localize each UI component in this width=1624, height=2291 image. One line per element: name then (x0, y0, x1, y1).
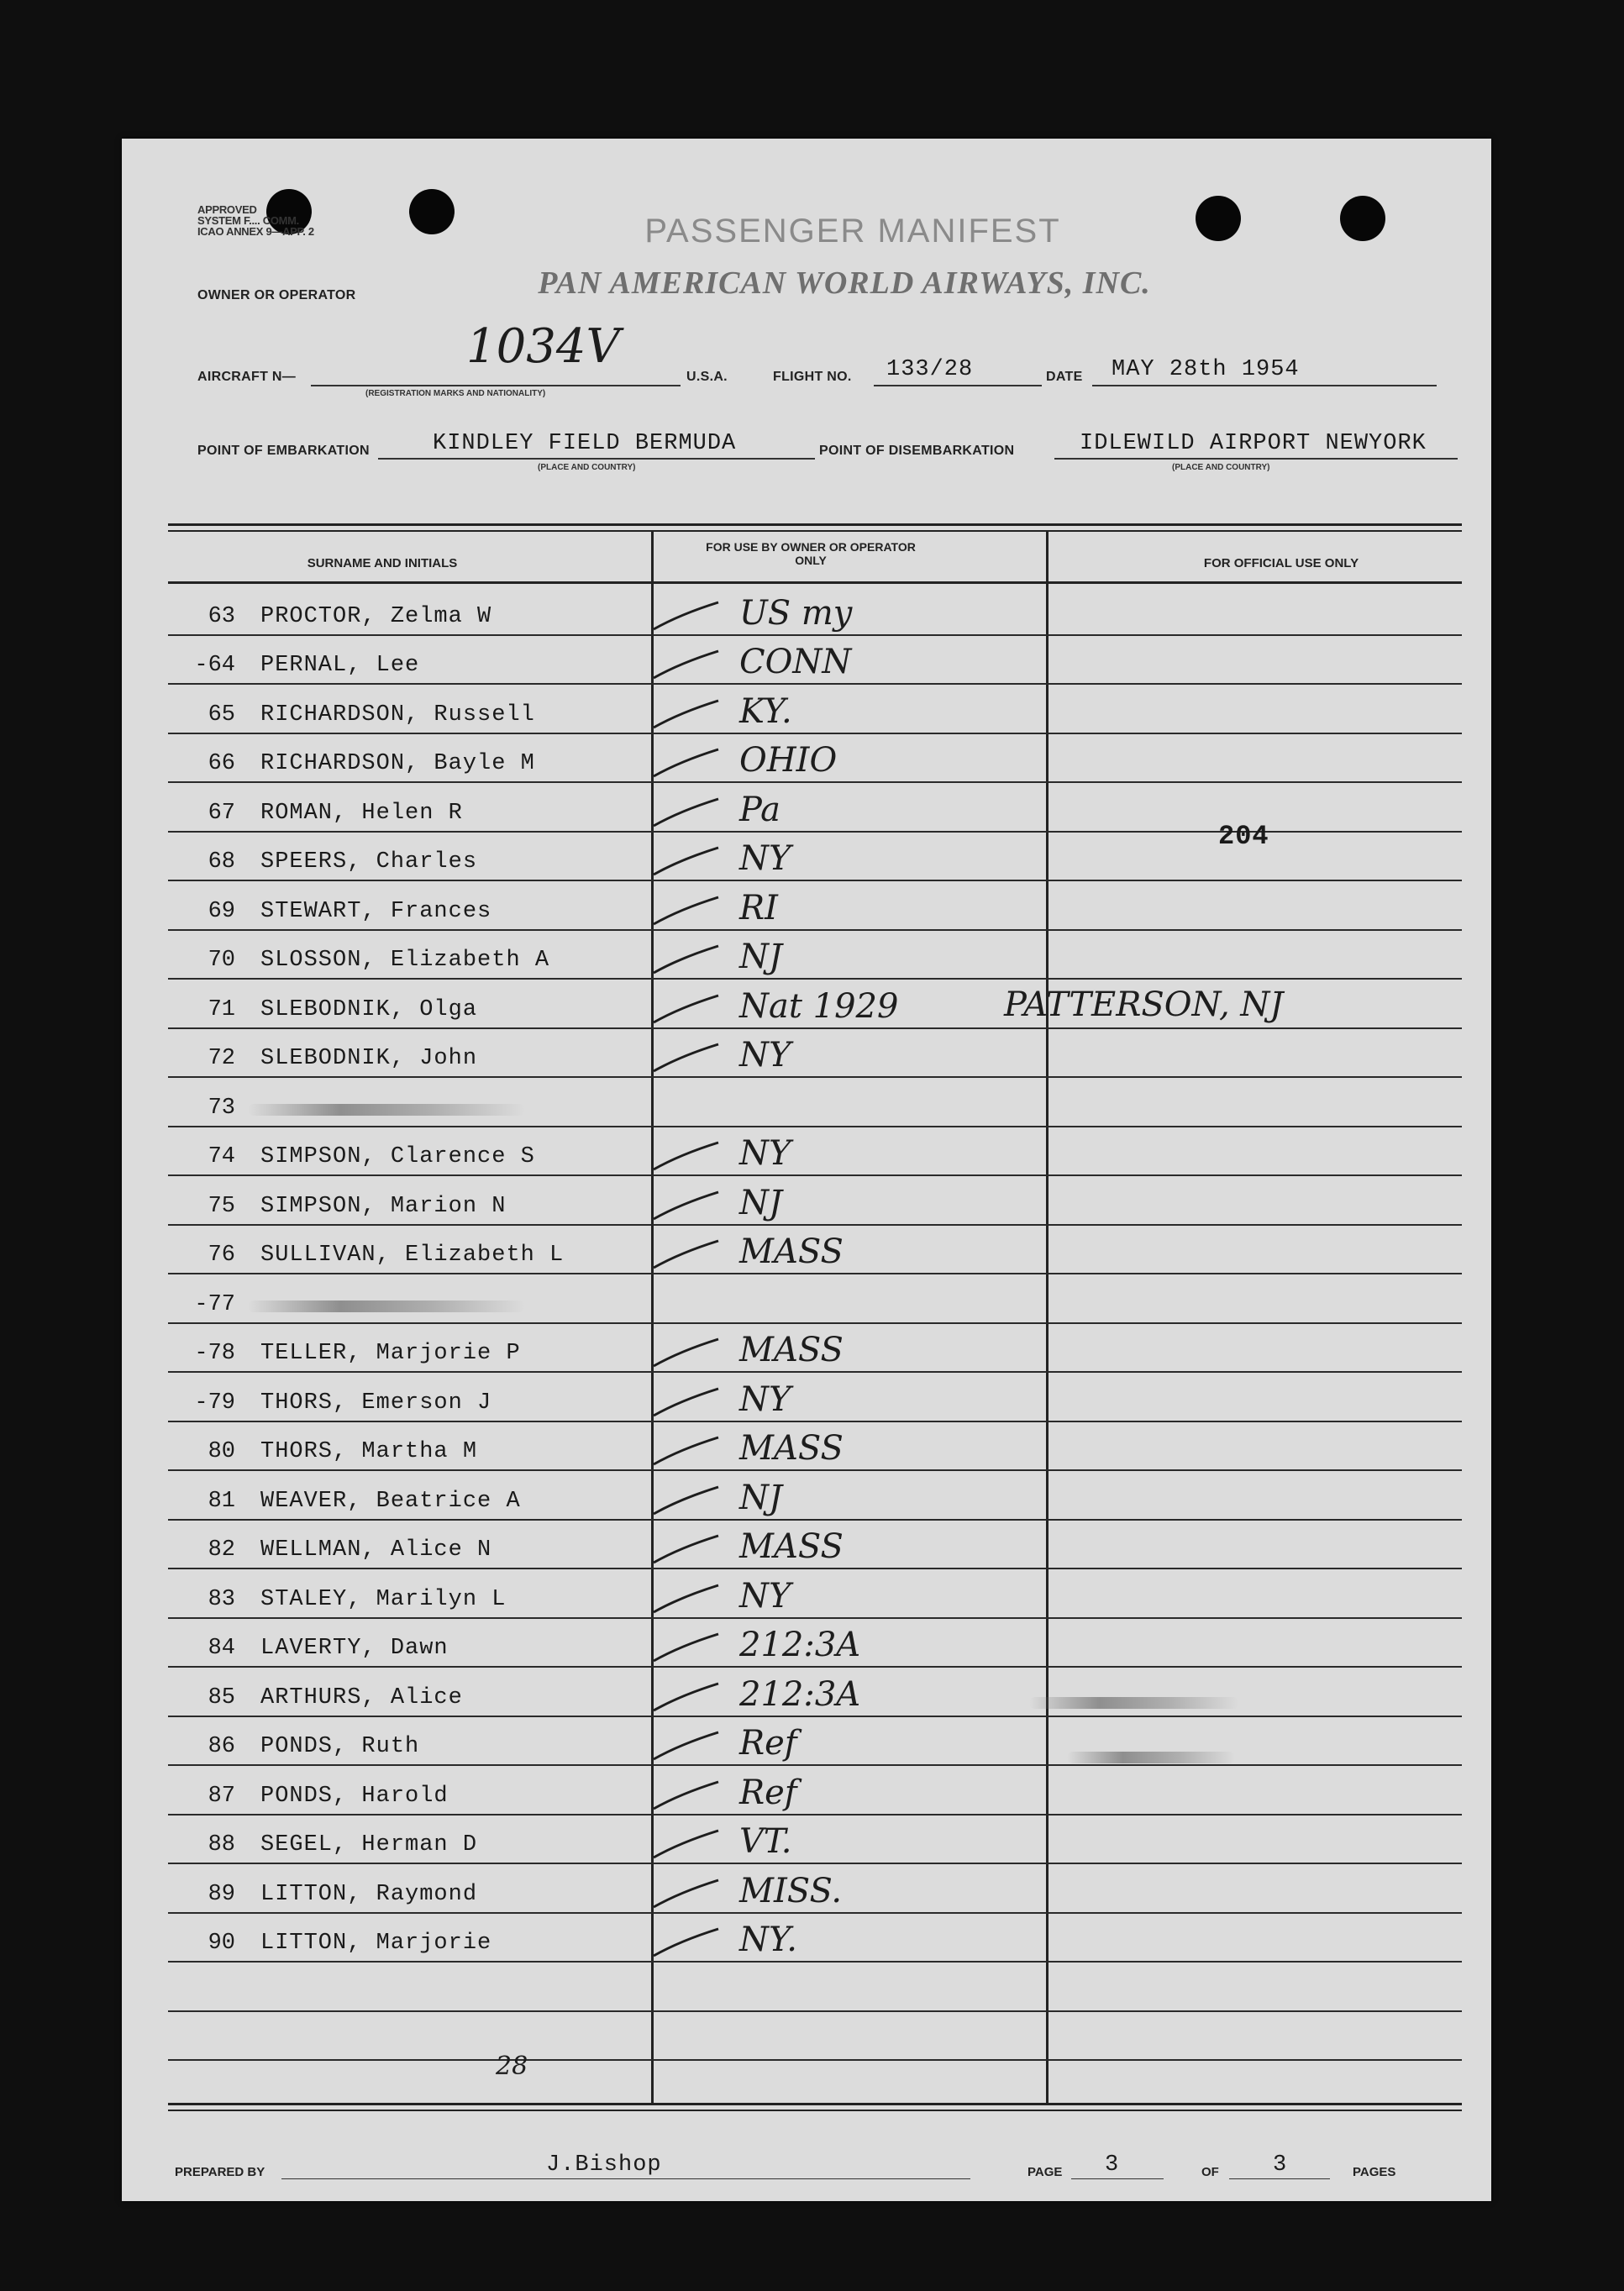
date-underline (1092, 385, 1437, 386)
pages-label: PAGES (1353, 2165, 1396, 2179)
document-title: PASSENGER MANIFEST (644, 213, 1061, 250)
passenger-name: WELLMAN, Alice N (260, 1537, 492, 1563)
aircraft-number: 1034V (466, 319, 620, 374)
row-number: 85 (208, 1684, 235, 1710)
passenger-row (168, 1373, 1462, 1422)
passenger-row (168, 1324, 1462, 1374)
passenger-name: TELLER, Marjorie P (260, 1341, 521, 1366)
embark-place: KINDLEY FIELD BERMUDA (433, 431, 737, 456)
check-mark-icon (647, 1729, 723, 1763)
table-bottom-rule (168, 2103, 1462, 2105)
approval-stamp (197, 204, 382, 237)
table-bottom-rule (168, 2110, 1462, 2111)
residence-note: NY (739, 1379, 791, 1419)
disembark-place-note: (PLACE AND COUNTRY) (1172, 463, 1270, 472)
passenger-name: PROCTOR, Zelma W (260, 603, 492, 629)
residence-note: CONN (739, 643, 852, 681)
passenger-row (168, 1471, 1462, 1521)
residence-note: NY (739, 1036, 791, 1075)
passenger-name: RICHARDSON, Bayle M (260, 751, 535, 776)
passenger-row (168, 1815, 1462, 1865)
passenger-name: STALEY, Marilyn L (260, 1586, 507, 1612)
passenger-row (168, 685, 1462, 734)
check-mark-icon (647, 992, 723, 1026)
row-number: 81 (208, 1488, 235, 1514)
row-number: 68 (208, 849, 235, 875)
row-number: 70 (208, 948, 235, 973)
header-bottom-rule (168, 581, 1462, 584)
passenger-row (168, 1226, 1462, 1275)
passenger-name: SLEBODNIK, John (260, 1046, 478, 1071)
residence-note: Ref (739, 1724, 797, 1763)
punch-hole (1196, 196, 1241, 241)
residence-note: RI (739, 888, 778, 927)
check-mark-icon (647, 1827, 723, 1861)
row-number: -77 (194, 1291, 235, 1317)
check-mark-icon (647, 1877, 723, 1910)
embark-underline (378, 458, 815, 460)
passenger-row (168, 1078, 1462, 1127)
flight-number: 133/28 (886, 357, 974, 382)
tally-mark: 28 (496, 2052, 528, 2081)
disembark-underline (1054, 458, 1458, 460)
column-header-owner-use: FOR USE BY OWNER OR OPERATOR ONLY (706, 540, 916, 567)
row-number: 73 (208, 1095, 235, 1121)
passenger-row (168, 1176, 1462, 1226)
passenger-row (168, 586, 1462, 636)
check-mark-icon (647, 648, 723, 681)
residence-note: Nat 1929 (739, 986, 899, 1026)
residence-note: NY (739, 1134, 791, 1173)
column-header-official-use: FOR OFFICIAL USE ONLY (1203, 556, 1359, 570)
passenger-name: SLOSSON, Elizabeth A (260, 948, 550, 973)
passenger-name: LAVERTY, Dawn (260, 1636, 449, 1661)
row-number: 86 (208, 1734, 235, 1759)
approval-line: APPROVED (197, 203, 257, 216)
column-header-surname: SURNAME AND INITIALS (307, 556, 458, 570)
check-mark-icon (647, 1237, 723, 1271)
aircraft-underline (311, 385, 681, 386)
passenger-row (168, 1127, 1462, 1177)
passenger-row (168, 1422, 1462, 1472)
check-mark-icon (647, 1532, 723, 1566)
passenger-name: RICHARDSON, Russell (260, 701, 535, 728)
of-underline (1229, 2178, 1330, 2179)
residence-note: MISS. (739, 1871, 843, 1910)
disembark-label: POINT OF DISEMBARKATION (819, 444, 1015, 458)
check-mark-icon (647, 1631, 723, 1664)
passenger-name: THORS, Emerson J (260, 1390, 492, 1416)
passenger-name: SULLIVAN, Elizabeth L (260, 1243, 565, 1268)
residence-note: NJ (739, 1183, 783, 1222)
passenger-row (168, 1914, 1462, 1963)
disembark-place: IDLEWILD AIRPORT NEWYORK (1080, 431, 1427, 456)
passenger-name: WEAVER, Beatrice A (260, 1488, 521, 1514)
passenger-name: SEGEL, Herman D (260, 1832, 478, 1857)
passenger-row (168, 734, 1462, 784)
row-number: 80 (208, 1439, 235, 1464)
check-mark-icon (647, 1582, 723, 1616)
redaction-smudge (248, 1104, 525, 1116)
check-mark-icon (647, 943, 723, 976)
page-label: PAGE (1027, 2165, 1063, 2179)
passenger-row (168, 1963, 1462, 2012)
row-number: 63 (208, 603, 235, 629)
residence-note: MASS (739, 1527, 844, 1566)
residence-note: 212:3A (739, 1626, 861, 1664)
check-mark-icon (647, 796, 723, 829)
row-number: -64 (194, 653, 235, 678)
residence-note: 212:3A (739, 1674, 861, 1714)
of-label: OF (1201, 2165, 1219, 2179)
check-mark-icon (647, 1926, 723, 1959)
official-count: 204 (1218, 821, 1269, 852)
passenger-row (168, 1766, 1462, 1815)
passenger-row (168, 881, 1462, 931)
row-number: 87 (208, 1783, 235, 1809)
row-number: 88 (208, 1832, 235, 1857)
approval-line: ICAO ANNEX 9—APP. 2 (197, 225, 314, 238)
passenger-name: SLEBODNIK, Olga (260, 996, 478, 1022)
row-number: 83 (208, 1586, 235, 1612)
check-mark-icon (647, 1041, 723, 1075)
flight-underline (874, 385, 1042, 386)
passenger-row (168, 931, 1462, 980)
owner-label: OWNER OR OPERATOR (197, 288, 356, 302)
passenger-row (168, 1864, 1462, 1914)
row-number: 90 (208, 1931, 235, 1956)
check-mark-icon (647, 697, 723, 731)
passenger-row (168, 1569, 1462, 1619)
passenger-name: SIMPSON, Clarence S (260, 1144, 535, 1169)
embark-place-note: (PLACE AND COUNTRY) (538, 463, 636, 472)
page-number: 3 (1105, 2152, 1120, 2178)
passenger-name: STEWART, Frances (260, 898, 492, 924)
check-mark-icon (647, 1336, 723, 1369)
check-mark-icon (647, 844, 723, 878)
residence-note: Ref (739, 1773, 797, 1812)
row-number: 75 (208, 1193, 235, 1219)
check-mark-icon (647, 1434, 723, 1468)
aircraft-label: AIRCRAFT N— (197, 370, 297, 384)
check-mark-icon (647, 1189, 723, 1222)
residence-note: MASS (739, 1429, 844, 1468)
passenger-row (168, 2012, 1462, 2062)
passenger-row (168, 1668, 1462, 1717)
residence-note: Pa (739, 790, 780, 829)
prepared-by-label: PREPARED BY (175, 2165, 265, 2179)
check-mark-icon (647, 1680, 723, 1714)
residence-note: MASS (739, 1331, 844, 1369)
check-mark-icon (647, 1779, 723, 1812)
row-number: 65 (208, 701, 235, 728)
residence-note: NY (739, 839, 791, 878)
embark-label: POINT OF EMBARKATION (197, 444, 370, 458)
registration-note: (REGISTRATION MARKS AND NATIONALITY) (365, 389, 546, 398)
prepared-by-name: J.Bishop (546, 2152, 662, 2178)
residence-note: NJ (739, 938, 783, 976)
passenger-name: LITTON, Raymond (260, 1881, 478, 1907)
passenger-row (168, 1619, 1462, 1668)
date-label: DATE (1046, 370, 1083, 384)
row-number: 66 (208, 751, 235, 776)
usa-label: U.S.A. (686, 370, 728, 384)
passenger-name: PONDS, Ruth (260, 1734, 420, 1759)
passenger-name: THORS, Martha M (260, 1439, 478, 1464)
row-number: 72 (208, 1046, 235, 1071)
row-number: 69 (208, 898, 235, 924)
row-rule (168, 2059, 1462, 2061)
row-number: 67 (208, 800, 235, 826)
airline-name: PAN AMERICAN WORLD AIRWAYS, INC. (538, 265, 1151, 301)
passenger-row (168, 636, 1462, 686)
row-number: 71 (208, 996, 235, 1022)
row-number: -78 (194, 1341, 235, 1366)
total-pages: 3 (1273, 2152, 1288, 2178)
residence-note: US my (739, 593, 853, 633)
row-number: 89 (208, 1881, 235, 1907)
residence-note: KY. (739, 691, 792, 731)
row-number: 82 (208, 1537, 235, 1563)
passenger-row (168, 1029, 1462, 1079)
check-mark-icon (647, 746, 723, 780)
flight-date: MAY 28th 1954 (1112, 357, 1300, 382)
passenger-name: SPEERS, Charles (260, 849, 478, 875)
check-mark-icon (647, 1484, 723, 1517)
row-number: 74 (208, 1144, 235, 1169)
residence-note: NY. (739, 1921, 797, 1959)
residence-note: NJ (739, 1478, 783, 1517)
row-number: -79 (194, 1390, 235, 1416)
check-mark-icon (647, 894, 723, 927)
passenger-row (168, 1274, 1462, 1324)
residence-note: OHIO (739, 741, 838, 780)
prepared-by-underline (281, 2178, 970, 2179)
passenger-name: PERNAL, Lee (260, 653, 420, 678)
check-mark-icon (647, 1139, 723, 1173)
flight-label: FLIGHT NO. (773, 370, 852, 384)
residence-note: NY (739, 1576, 791, 1616)
check-mark-icon (647, 1385, 723, 1419)
punch-hole (1340, 196, 1385, 241)
passenger-name: ROMAN, Helen R (260, 800, 463, 826)
passenger-row (168, 1521, 1462, 1570)
residence-note: MASS (739, 1232, 844, 1271)
row-number: 76 (208, 1243, 235, 1268)
passenger-name: PONDS, Harold (260, 1783, 449, 1809)
passenger-name: ARTHURS, Alice (260, 1684, 463, 1710)
passenger-row (168, 1717, 1462, 1767)
manifest-sheet (122, 139, 1491, 2201)
punch-hole (409, 189, 455, 234)
redaction-smudge (248, 1301, 525, 1312)
approval-line: SYSTEM F.... COMM. (197, 214, 299, 227)
residence-note: VT. (739, 1822, 792, 1861)
row-number: 84 (208, 1636, 235, 1661)
check-mark-icon (647, 599, 723, 633)
table-top-rule (168, 523, 1462, 526)
passenger-name: SIMPSON, Marion N (260, 1193, 507, 1219)
official-note: PATTERSON, NJ (1004, 985, 1284, 1024)
page-underline (1071, 2178, 1164, 2179)
redaction-smudge (1067, 1752, 1235, 1763)
table-top-rule (168, 530, 1462, 532)
passenger-name: LITTON, Marjorie (260, 1931, 492, 1956)
redaction-smudge (1029, 1697, 1239, 1709)
